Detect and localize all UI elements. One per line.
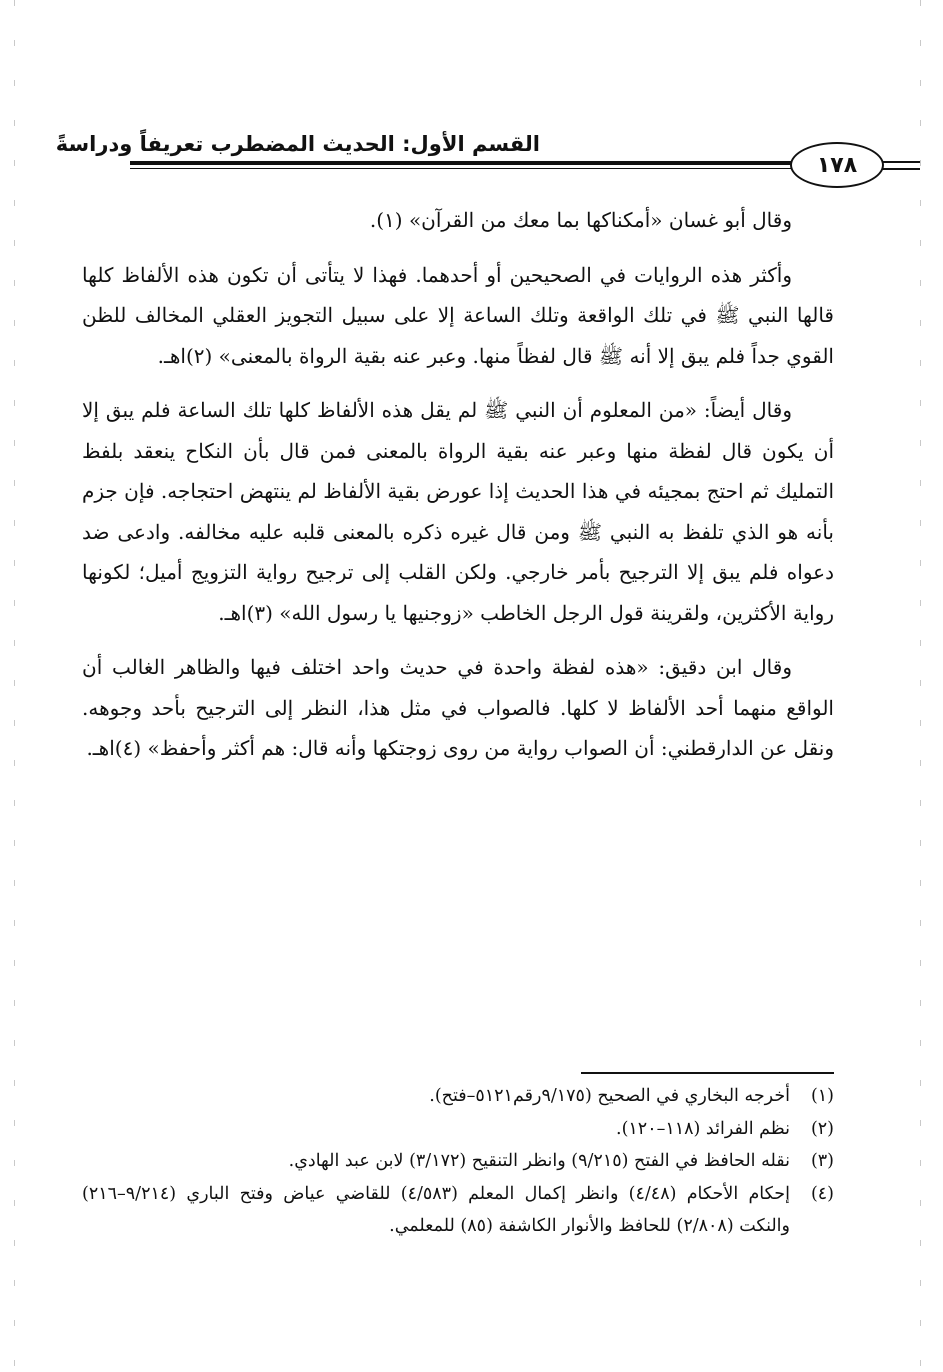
footnote-number: (٣)	[810, 1151, 834, 1171]
page-number-text: ١٧٨	[816, 152, 858, 178]
paragraph: وقال أبو غسان «أمكناكها بما معك من القرآن» (١).	[369, 208, 792, 232]
running-head: القسم الأول: الحديث المضطرب تعريفاً ودراسةً	[55, 132, 540, 156]
oval-rule-bottom	[880, 168, 920, 170]
footnote-number: (١)	[810, 1086, 834, 1106]
footnote-item	[82, 1145, 834, 1178]
page-header	[55, 118, 858, 188]
scan-edge-left	[14, 0, 15, 1372]
header-rule-thick	[130, 161, 810, 165]
footnote-text: إحكام الأحكام (٤/٤٨) وانظر إكمال المعلم (٤/٥٨٣) للقاضي عياض وفتح الباري (٩/٢١٤–٢١٦) والنكت (٢/٨٠٨) للحافظ والأنوار الكاشفة (٨٥) للمعلمي.	[82, 1183, 790, 1236]
footnote-text: أخرجه البخاري في الصحيح (٩/١٧٥رقم٥١٢١–فتح).	[429, 1086, 790, 1106]
footnotes	[82, 1080, 834, 1243]
header-rule-thin	[130, 168, 810, 169]
paragraph: وأكثر هذه الروايات في الصحيحين أو أحدهما. فهذا لا يتأتى أن تكون هذه الألفاظ كلها قالها النبي ﷺ في تلك الواقعة وتلك الساعة إلا على سبيل التجويز العقلي المخالف للظن القوي جداً فلم يبق إلا أنه ﷺ قال لفظاً منها. وعبر عنه بقية الرواة بالمعنى» (٢)اهـ.	[82, 262, 834, 368]
footnote-item	[82, 1113, 834, 1146]
footnote-number: (٤)	[810, 1183, 834, 1204]
scan-edge-right	[920, 0, 921, 1372]
page-number	[790, 142, 884, 188]
footnote-text: نقله الحافظ في الفتح (٩/٢١٥) وانظر التنقيح (٣/١٧٢) لابن عبد الهادي.	[288, 1151, 790, 1171]
footnote-item	[82, 1080, 834, 1113]
footnote-text: نظم الفرائد (١١٨–١٢٠).	[616, 1118, 790, 1139]
paragraph: وقال أيضاً: «من المعلوم أن النبي ﷺ لم يقل هذه الألفاظ كلها تلك الساعة فلم يبق إلا أن يكون قال لفظة منها وعبر عنه بقية الرواة بالمعنى فمن قال بأن النكاح ينعقد بلفظ التمليك ثم احتج بمجيئه في هذا الحديث إذا عورض بقية الألفاظ لم ينتهض احتجاجه. فإن جزم بأنه هو الذي تلفظ به النبي ﷺ ومن قال غيره ذكره بالمعنى قلبه عليه مخالفه. وادعى ضد دعواه فلم يبق إلا الترجيح بأمر خارجي. ولكن القلب إلى ترجيح رواية التزويج أميل؛ لكونها رواية الأكثرين، ولقرينة قول الرجل الخاطب «زوجنيها يا رسول الله» (٣)اهـ.	[82, 398, 834, 625]
footnote-separator	[581, 1072, 834, 1074]
oval-rule-top	[880, 161, 920, 163]
paragraph: وقال ابن دقيق: «هذه لفظة واحدة في حديث واحد اختلف فيها والظاهر الغالب أن الواقع منهما أحد الألفاظ لا كلها. فالصواب في مثل هذا، النظر إلى الترجيح بأحد وجوهه. ونقل عن الدارقطني: أن الصواب رواية من روى زوجتكها وأنه قال: هم أكثر وأحفظ» (٤)اهـ.	[82, 655, 834, 760]
footnote-item	[82, 1178, 834, 1243]
footnote-number: (٢)	[810, 1118, 834, 1139]
main-text	[82, 200, 834, 783]
